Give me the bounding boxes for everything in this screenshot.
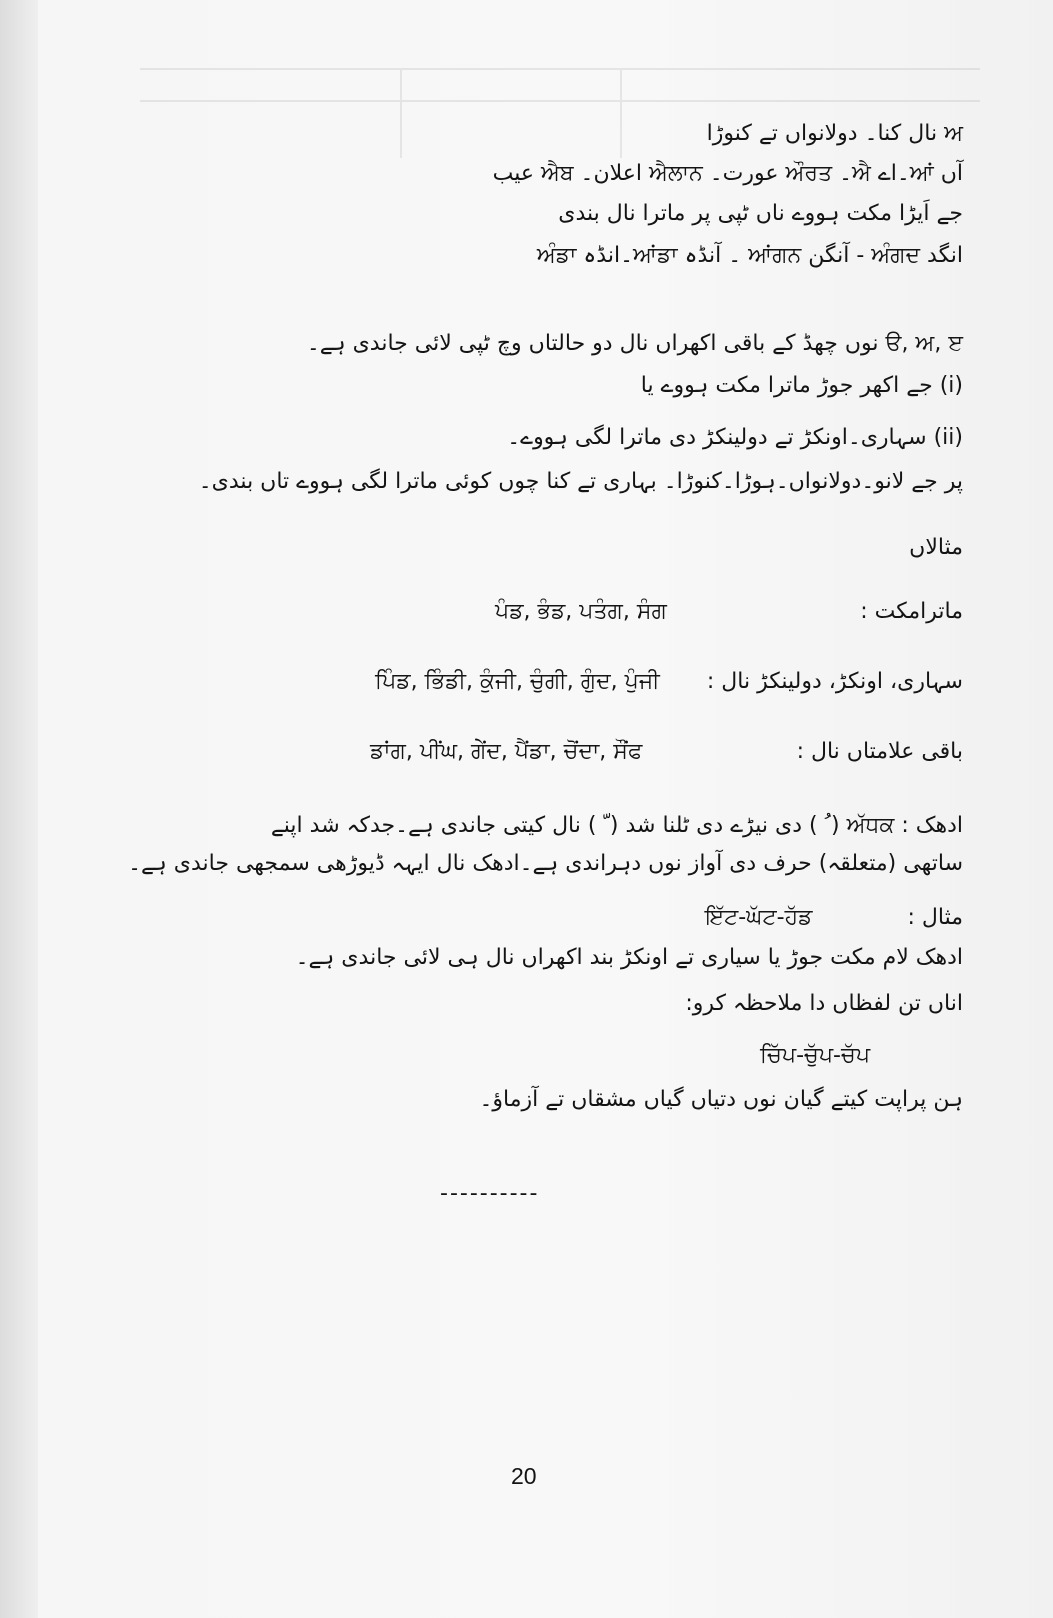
example-label-1: ماترامکت : <box>860 599 963 624</box>
page-number: 20 <box>511 1463 537 1489</box>
example-label-2: سہاری، اونکڑ، دولینکڑ نال : <box>706 669 963 694</box>
line-17: اناں تن لفظاں دا ملاحظہ کرو: <box>685 991 963 1016</box>
examples-heading: مثالاں <box>909 535 963 560</box>
example-value-2: ਪਿੰਡ, ਭਿੰਡੀ, ਕੁੰਜੀ, ਚੁੰਗੀ, ਗੁੰਦ, ਪੁੰਜੀ <box>375 669 660 694</box>
example-label-3: باقی علامتاں نال : <box>796 739 963 764</box>
example-value-1: ਪੰਡ, ਭੰਡ, ਪਤੰਗ, ਸੰਗ <box>495 599 667 624</box>
line-19: ہن پراپت کیتے گیان نوں دتیاں گیاں مشقاں تے آزماؤ۔ <box>479 1087 963 1112</box>
example-value-3: ਡਾਂਗ, ਪੀਂਘ, ਗੇਂਦ, ਪੈਂਡਾ, ਚੋਂਦਾ, ਸੌਂਫ <box>370 739 643 764</box>
line-2: آں ਆਂ۔اے ਐ۔ ਔਰਤ عورت۔ ਐਲਾਨ اعلان۔ ਐਬ عیب <box>492 161 963 186</box>
line-18: ਚਿੱਪ-ਚੁੱਪ-ਚੱਪ <box>760 1043 871 1068</box>
line-6: (i) جے اکھر جوڑ ماترا مکت ہووے یا <box>640 373 963 398</box>
section-divider: ---------- <box>440 1181 540 1206</box>
example-label-4: مثال : <box>907 905 963 930</box>
line-16: ادھک لام مکت جوڑ یا سیاری تے اونکڑ بند اکھراں نال ہی لائی جاندی ہے۔ <box>295 945 963 970</box>
line-14: ساتھی (متعلقہ) حرف دی آواز نوں دہراندی ہے۔ادھک نال ایہہ ڈیوڑھی سمجھی جاندی ہے۔ <box>128 851 963 876</box>
example-value-4: ਇੱਟ-ਘੱਟ-ਹੱਡ <box>705 905 813 930</box>
line-1: ਅ نال کنا۔ دولانواں تے کنوڑا <box>706 121 963 146</box>
line-5: ੳ, ਅ, ੲ نوں چھڈ کے باقی اکھراں نال دو حالتاں وچ ٹپی لائی جاندی ہے۔ <box>306 331 963 356</box>
line-8: پر جے لانو۔دولانواں۔ہوڑا۔کنوڑا۔ بہاری تے کنا چوں کوئی ماترا لگی ہووے تاں بندی۔ <box>198 469 963 494</box>
line-13: ادھک : ਅੱਧਕ ( ُ ) دی نیڑے دی ٹلنا شد ( ّ ) نال کیتی جاندی ہے۔جدکہ شد اپنے <box>270 813 963 838</box>
line-3: جے اَیڑا مکت ہووے ناں ٹپی پر ماترا نال بندی <box>558 201 963 226</box>
bleed-through <box>140 68 980 1498</box>
line-7: (ii) سہاری۔اونکڑ تے دولینکڑ دی ماترا لگی ہووے۔ <box>507 425 963 450</box>
page-binding-edge <box>0 0 38 1618</box>
line-4: انگد ਅੰਗਦ - آنگن ਆਂਗਨ ۔ آنڈہ ਆਂਡਾ۔انڈہ ਅੰਡਾ <box>536 243 963 268</box>
